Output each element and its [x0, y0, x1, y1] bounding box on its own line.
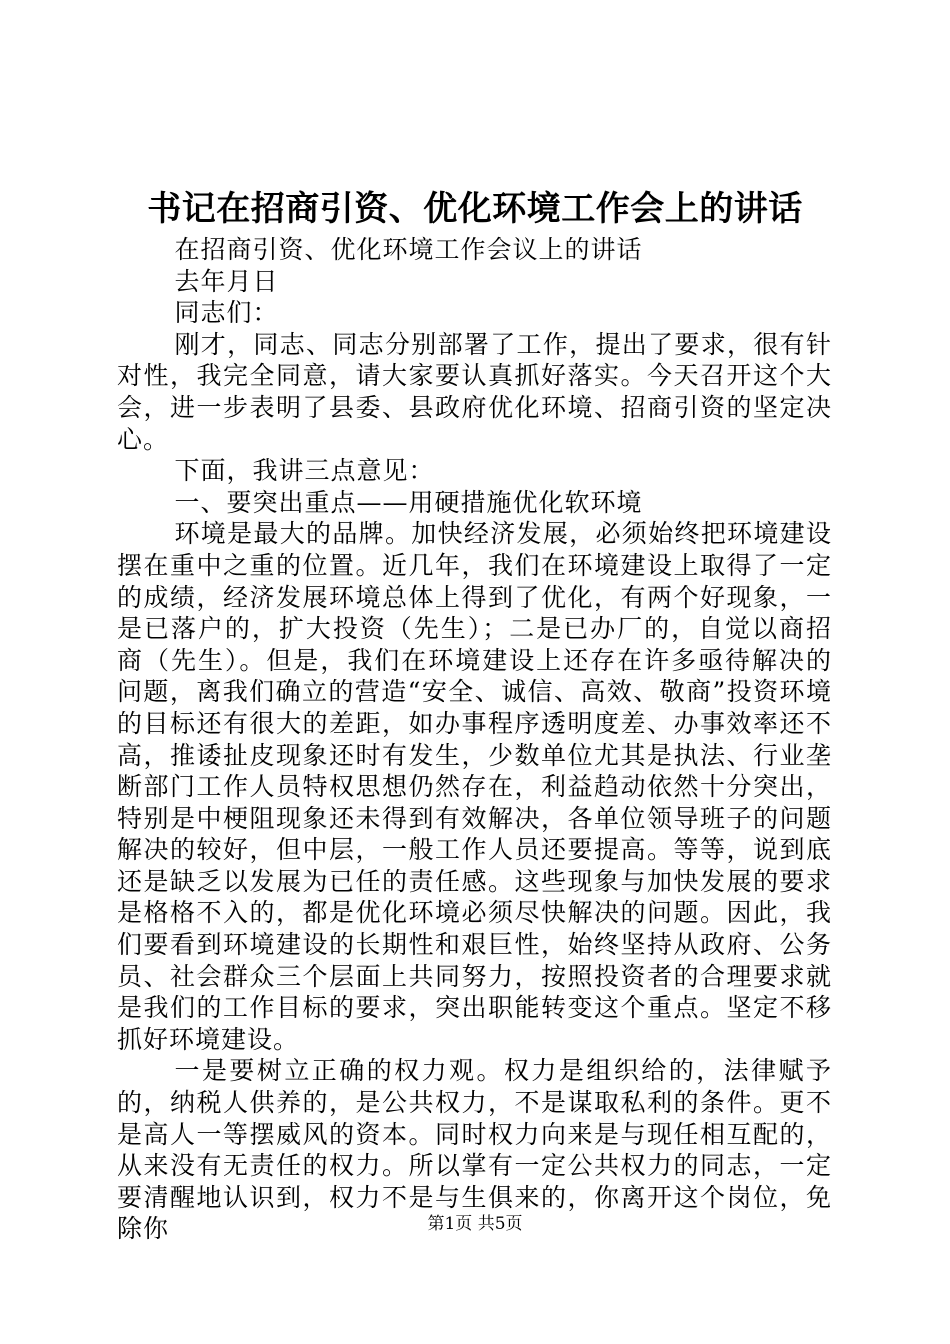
document-title: 书记在招商引资、优化环境工作会上的讲话: [147, 189, 803, 229]
page-number-footer: 第1页 共5页: [427, 1214, 523, 1234]
body-paragraph: 刚才，同志、同志分别部署了工作，提出了要求，很有针对性，我完全同意，请大家要认真抓好落实。今天召开这个大会，进一步表明了县委、县政府优化环境、招商引资的坚定决心。: [117, 329, 832, 454]
body-paragraph: 环境是最大的品牌。加快经济发展，必须始终把环境建设摆在重中之重的位置。近几年，我们在环境建设上取得了一定的成绩，经济发展环境总体上得到了优化，有两个好现象，一是已落户的，扩大投资（先生）；二是已办厂的，自觉以商招商（先生）。但是，我们在环境建设上还存在许多亟待解决的问题，离我们确立的营造“安全、诚信、高效、敬商”投资环境的目标还有很大的差距，如办事程序透明度差、办事效率还不高，推诿扯皮现象还时有发生，少数单位尤其是执法、行业垄断部门工作人员特权思想仍然存在，利益趋动依然十分突出，特别是中梗阻现象还未得到有效解决，各单位领导班子的问题解决的较好，但中层，一般工作人员还要提高。等等，说到底还是缺乏以发展为已任的责任感。这些现象与加快发展的要求是格格不入的，都是优化环境必须尽快解决的问题。因此，我们要看到环境建设的长期性和艰巨性，始终坚持从政府、公务员、社会群众三个层面上共同努力，按照投资者的合理要求就是我们的工作目标的要求，突出职能转变这个重点。坚定不移抓好环境建设。: [117, 519, 832, 1054]
date-paragraph: 去年月日: [174, 266, 279, 296]
document-body: [117, 234, 832, 1245]
salutation-paragraph: 同志们：: [174, 298, 279, 328]
subtitle-paragraph: 在招商引资、优化环境工作会议上的讲话: [174, 235, 643, 264]
body-paragraph: 一是要树立正确的权力观。权力是组织给的，法律赋予的，纳税人供养的，是公共权力，不是谋取私利的条件。更不是高人一等摆威风的资本。同时权力向来是与现任相互配的，从来没有无责任的权力。所以掌有一定公共权力的同志，一定要清醒地认识到，权力不是与生俱来的，你离开这个岗位，免除你: [117, 1056, 832, 1244]
section-heading: 一、要突出重点——用硬措施优化软环境: [174, 487, 643, 517]
body-paragraph: 下面，我讲三点意见：: [174, 456, 435, 486]
